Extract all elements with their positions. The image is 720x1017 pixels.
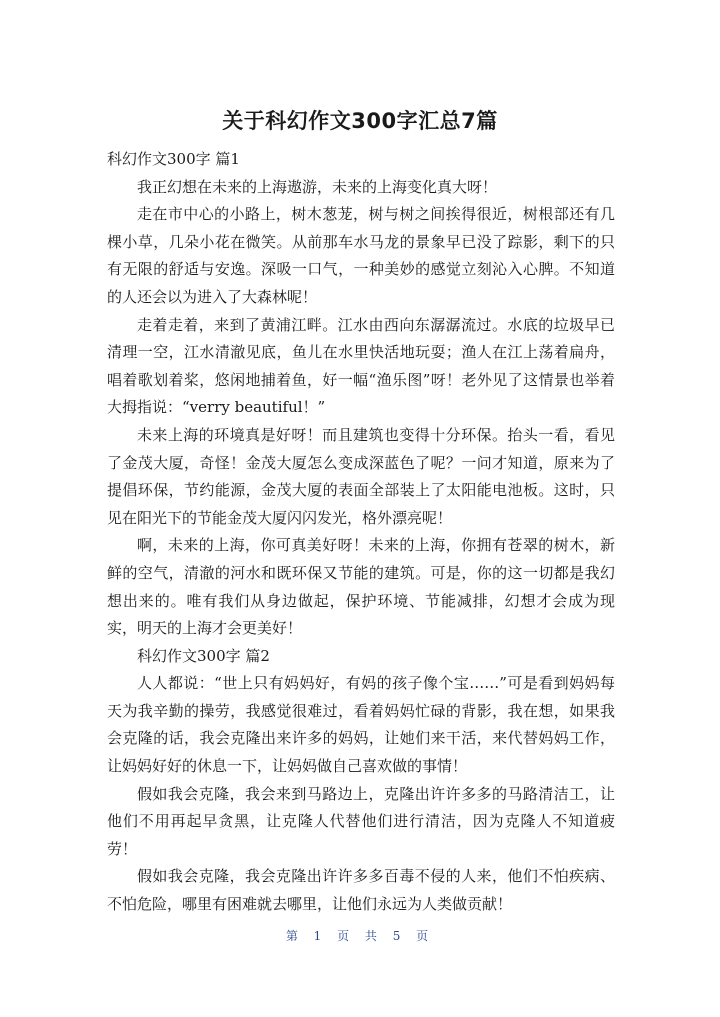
paragraph: 假如我会克隆，我会来到马路边上，克隆出许许多多的马路清洁工，让他们不用再起早贪黑，让克隆人代替他们进行清洁，因为克隆人不知道疲劳！	[107, 784, 615, 858]
paragraph: 假如我会克隆，我会克隆出许许多多百毒不侵的人来，他们不怕疾病、不怕危险，哪里有困难就去哪里，让他们永远为人类做贡献！	[107, 867, 615, 914]
document-body	[107, 146, 615, 919]
paragraph: 我正幻想在未来的上海遨游，未来的上海变化真大呀！	[137, 177, 498, 196]
paragraph: 走在市中心的小路上，树木葱茏，树与树之间挨得很近，树根部还有几棵小草，几朵小花在微笑。从前那车水马龙的景象早已没了踪影，剩下的只有无限的舒适与安逸。深吸一口气，一种美妙的感觉立刻沁入心脾。不知道的人还会以为进入了大森林呢！	[107, 205, 615, 306]
paragraph: 走着走着，来到了黄浦江畔。江水由西向东潺潺流过。水底的垃圾早已清理一空，江水清澈见底，鱼儿在水里快活地玩耍；渔人在江上荡着扁舟，唱着歌划着桨，悠闲地捕着鱼，好一幅“渔乐图”呀！老外见了这情景也举着大拇指说：“verry beautiful！”	[107, 315, 615, 417]
section-heading: 科幻作文300字 篇1	[107, 150, 240, 168]
section-heading: 科幻作文300字 篇2	[137, 646, 270, 665]
paragraph: 未来上海的环境真是好呀！而且建筑也变得十分环保。抬头一看，看见了金茂大厦，奇怪！金茂大厦怎么变成深蓝色了呢？一问才知道，原来为了提倡环保，节约能源，金茂大厦的表面全部装上了太阳能电池板。这时，只见在阳光下的节能金茂大厦闪闪发光，格外漂亮呢！	[107, 425, 615, 527]
paragraph: 人人都说：“世上只有妈妈好，有妈的孩子像个宝……”可是看到妈妈每天为我辛勤的操劳，我感觉很难过，看着妈妈忙碌的背影，我在想，如果我会克隆的话，我会克隆出来许多的妈妈，让她们来干活，来代替妈妈工作，让妈妈好好的休息一下，让妈妈做自己喜欢做的事情！	[107, 674, 615, 776]
page-number: 第 1 页 共 5 页	[285, 929, 435, 943]
paragraph: 啊，未来的上海，你可真美好呀！未来的上海，你拥有苍翠的树木，新鲜的空气，清澈的河水和既环保又节能的建筑。可是，你的这一切都是我幻想出来的。唯有我们从身边做起，保护环境、节能减排，幻想才会成为现实，明天的上海才会更美好！	[107, 536, 615, 638]
document-title: 关于科幻作文300字汇总7篇	[222, 109, 498, 133]
